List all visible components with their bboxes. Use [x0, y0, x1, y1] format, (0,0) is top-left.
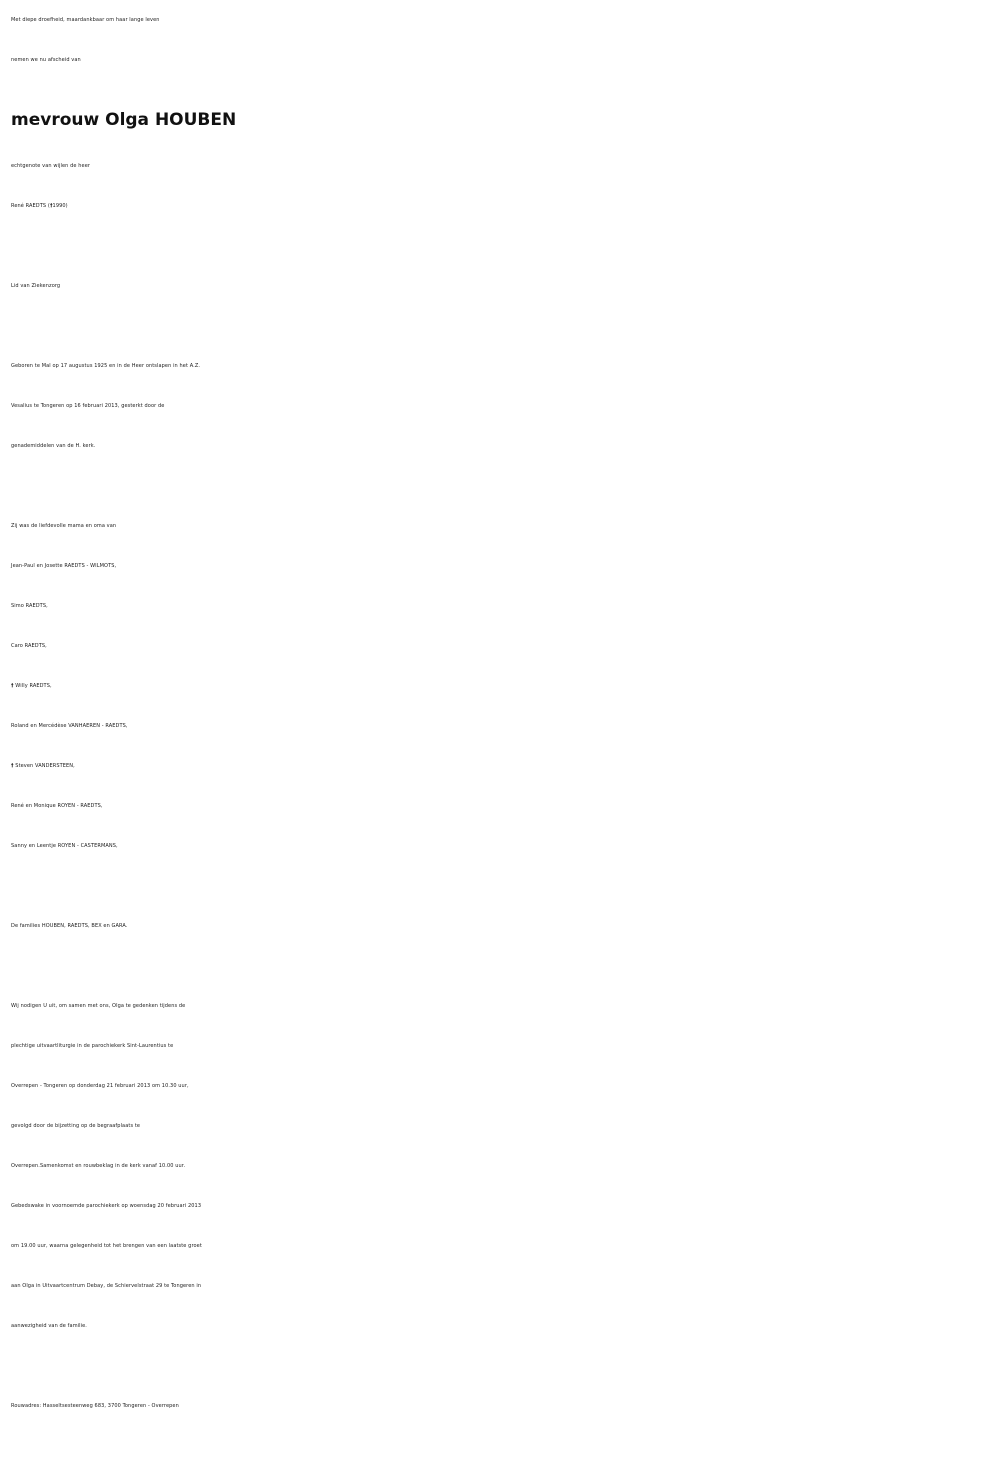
intro-line: Met diepe droefheid, maardankbaar om haar lange leven: [11, 17, 160, 23]
family-member: [11, 666, 991, 706]
spacer: [11, 306, 991, 346]
cross-icon: †: [11, 683, 14, 689]
family-member: René en Monique ROYEN - RAEDTS,: [11, 803, 103, 809]
family-member: Simo RAEDTS,: [11, 603, 48, 609]
intro-line: nemen we nu afscheid van: [11, 57, 81, 63]
invitation-line: plechtige uitvaartliturgie in de parochiekerk Sint-Laurentius te: [11, 1043, 174, 1049]
family-member-name: Willy RAEDTS,: [13, 683, 52, 689]
birth-death-block: [11, 346, 991, 466]
family-member: Caro RAEDTS,: [11, 643, 47, 649]
deceased-name: mevrouw Olga HOUBEN: [11, 110, 237, 130]
invitation-line: aan Olga in Uitvaartcentrum Debay, de Schiervelstraat 29 te Tongeren in: [11, 1283, 202, 1289]
spacer: [11, 226, 991, 266]
invitation-line: Overrepen.Samenkomst en rouwbeklag in de kerk vanaf 10.00 uur.: [11, 1163, 186, 1169]
family-member-name: Steven VANDERSTEEN,: [13, 763, 75, 769]
family-intro: Zij was de liefdevolle mama en oma van: [11, 523, 117, 529]
invitation-line: aanwezigheid van de familie.: [11, 1323, 87, 1329]
family-member: Roland en Mercédèse VANHAEREN - RAEDTS,: [11, 723, 128, 729]
family-member: Sanny en Leentje ROYEN - CASTERMANS,: [11, 843, 118, 849]
spacer: [11, 466, 991, 506]
invitation-block: [11, 986, 991, 1346]
spacer: [11, 946, 991, 986]
invitation-line: Overrepen - Tongeren op donderdag 21 februari 2013 om 10.30 uur,: [11, 1083, 189, 1089]
spouse-death-year: 1990): [52, 203, 68, 209]
intro-block: [11, 0, 991, 80]
invitation-line: om 19.00 uur, waarna gelegenheid tot het brengen van een laatste groet: [11, 1243, 202, 1249]
birth-death-line: Geboren te Mal op 17 augustus 1925 en in de Heer ontslapen in het A.Z.: [11, 363, 201, 369]
obituary-notice: [11, 0, 991, 1426]
spouse-name: René RAEDTS (: [11, 203, 50, 209]
spacer: [11, 1346, 991, 1386]
families-line: De families HOUBEN, RAEDTS, BEX en GARA.: [11, 923, 128, 929]
spacer: [11, 866, 991, 906]
invitation-line: Gebedswake in voornoemde parochiekerk op woensdag 20 februari 2013: [11, 1203, 202, 1209]
family-member: Jean-Paul en Josette RAEDTS - WILMOTS,: [11, 563, 117, 569]
family-member: [11, 746, 991, 786]
spouse-line: [11, 186, 991, 226]
address-line: Rouwadres: Hasseltsesteenweg 683, 3700 Tongeren - Overrepen: [11, 1403, 179, 1409]
cross-icon: †: [11, 763, 14, 769]
family-block: [11, 506, 991, 866]
spouse-block: [11, 146, 991, 226]
spouse-line: echtgenote van wijlen de heer: [11, 163, 91, 169]
birth-death-line: Vesalius te Tongeren op 16 februari 2013, gesterkt door de: [11, 403, 165, 409]
cross-icon: †: [49, 203, 53, 209]
invitation-line: gevolgd door de bijzetting op de begraafplaats te: [11, 1123, 141, 1129]
invitation-line: Wij nodigen U uit, om samen met ons, Olga te gedenken tijdens de: [11, 1003, 186, 1009]
birth-death-line: genademiddelen van de H. kerk.: [11, 443, 96, 449]
membership-line: Lid van Ziekenzorg: [11, 283, 61, 289]
